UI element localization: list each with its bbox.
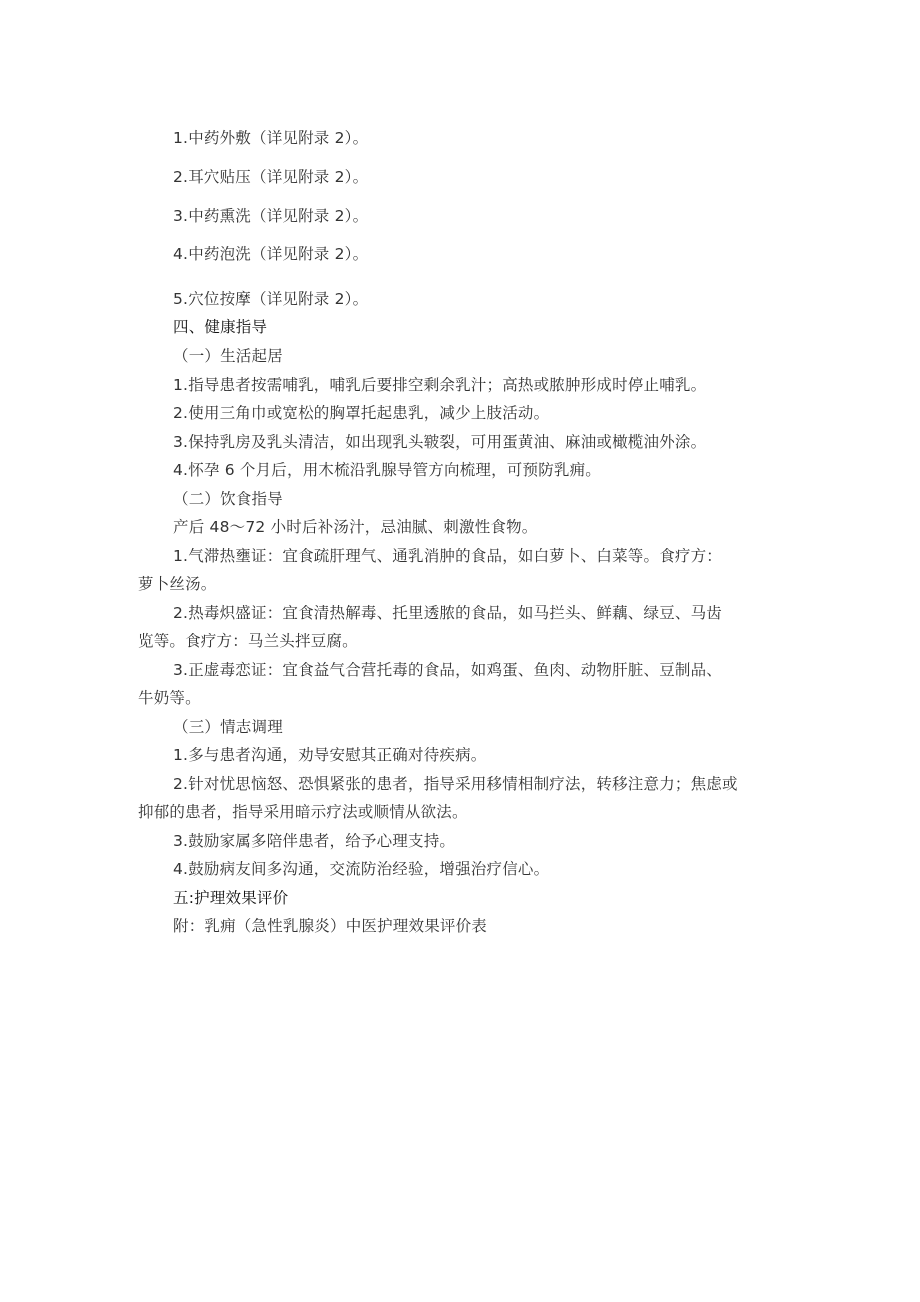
paragraph-line: 3.正虚毒恋证：宜食益气合营托毒的食品，如鸡蛋、鱼肉、动物肝脏、豆制品、 [173, 661, 722, 679]
list-item: 3.中药熏洗（详见附录 2）。 [173, 207, 369, 225]
section-heading: 四、健康指导 [173, 318, 268, 336]
paragraph-line: 览等。食疗方：马兰头拌豆腐。 [138, 632, 358, 650]
paragraph-line: 萝卜丝汤。 [138, 575, 217, 593]
subsection-heading: （一）生活起居 [173, 347, 283, 365]
paragraph-line: 产后 48～72 小时后补汤汁，忌油腻、刺激性食物。 [173, 518, 538, 536]
appendix-line: 附：乳痈（急性乳腺炎）中医护理效果评价表 [173, 917, 488, 935]
list-item: 1.中药外敷（详见附录 2）。 [173, 129, 369, 147]
paragraph-line: 1.多与患者沟通，劝导安慰其正确对待疾病。 [173, 746, 487, 764]
list-item: 4.中药泡洗（详见附录 2）。 [173, 245, 369, 263]
paragraph-line: 牛奶等。 [138, 689, 201, 707]
paragraph-line: 2.使用三角巾或宽松的胸罩托起患乳，减少上肢活动。 [173, 404, 550, 422]
section-heading: 五:护理效果评价 [173, 889, 289, 907]
paragraph-line: 抑郁的患者，指导采用暗示疗法或顺情从欲法。 [138, 803, 468, 821]
paragraph-line: 3.鼓励家属多陪伴患者，给予心理支持。 [173, 832, 456, 850]
paragraph-line: 3.保持乳房及乳头清洁，如出现乳头皲裂，可用蛋黄油、麻油或橄榄油外涂。 [173, 433, 707, 451]
paragraph-line: 4.鼓励病友间多沟通，交流防治经验，增强治疗信心。 [173, 860, 550, 878]
list-item: 5.穴位按摩（详见附录 2）。 [173, 290, 369, 308]
subsection-heading: （三）情志调理 [173, 718, 283, 736]
paragraph-line: 1.气滞热壅证：宜食疏肝理气、通乳消肿的食品，如白萝卜、白菜等。食疗方： [173, 547, 722, 565]
paragraph-line: 1.指导患者按需哺乳，哺乳后要排空剩余乳汁；高热或脓肿形成时停止哺乳。 [173, 376, 707, 394]
paragraph-line: 2.针对忧思恼怒、恐惧紧张的患者，指导采用移情相制疗法，转移注意力；焦虑或 [173, 775, 738, 793]
paragraph-line: 4.怀孕 6 个月后，用木梳沿乳腺导管方向梳理，可预防乳痈。 [173, 461, 602, 479]
list-item: 2.耳穴贴压（详见附录 2）。 [173, 168, 369, 186]
paragraph-line: 2.热毒炽盛证：宜食清热解毒、托里透脓的食品，如马拦头、鲜藕、绿豆、马齿 [173, 604, 722, 622]
subsection-heading: （二）饮食指导 [173, 490, 283, 508]
